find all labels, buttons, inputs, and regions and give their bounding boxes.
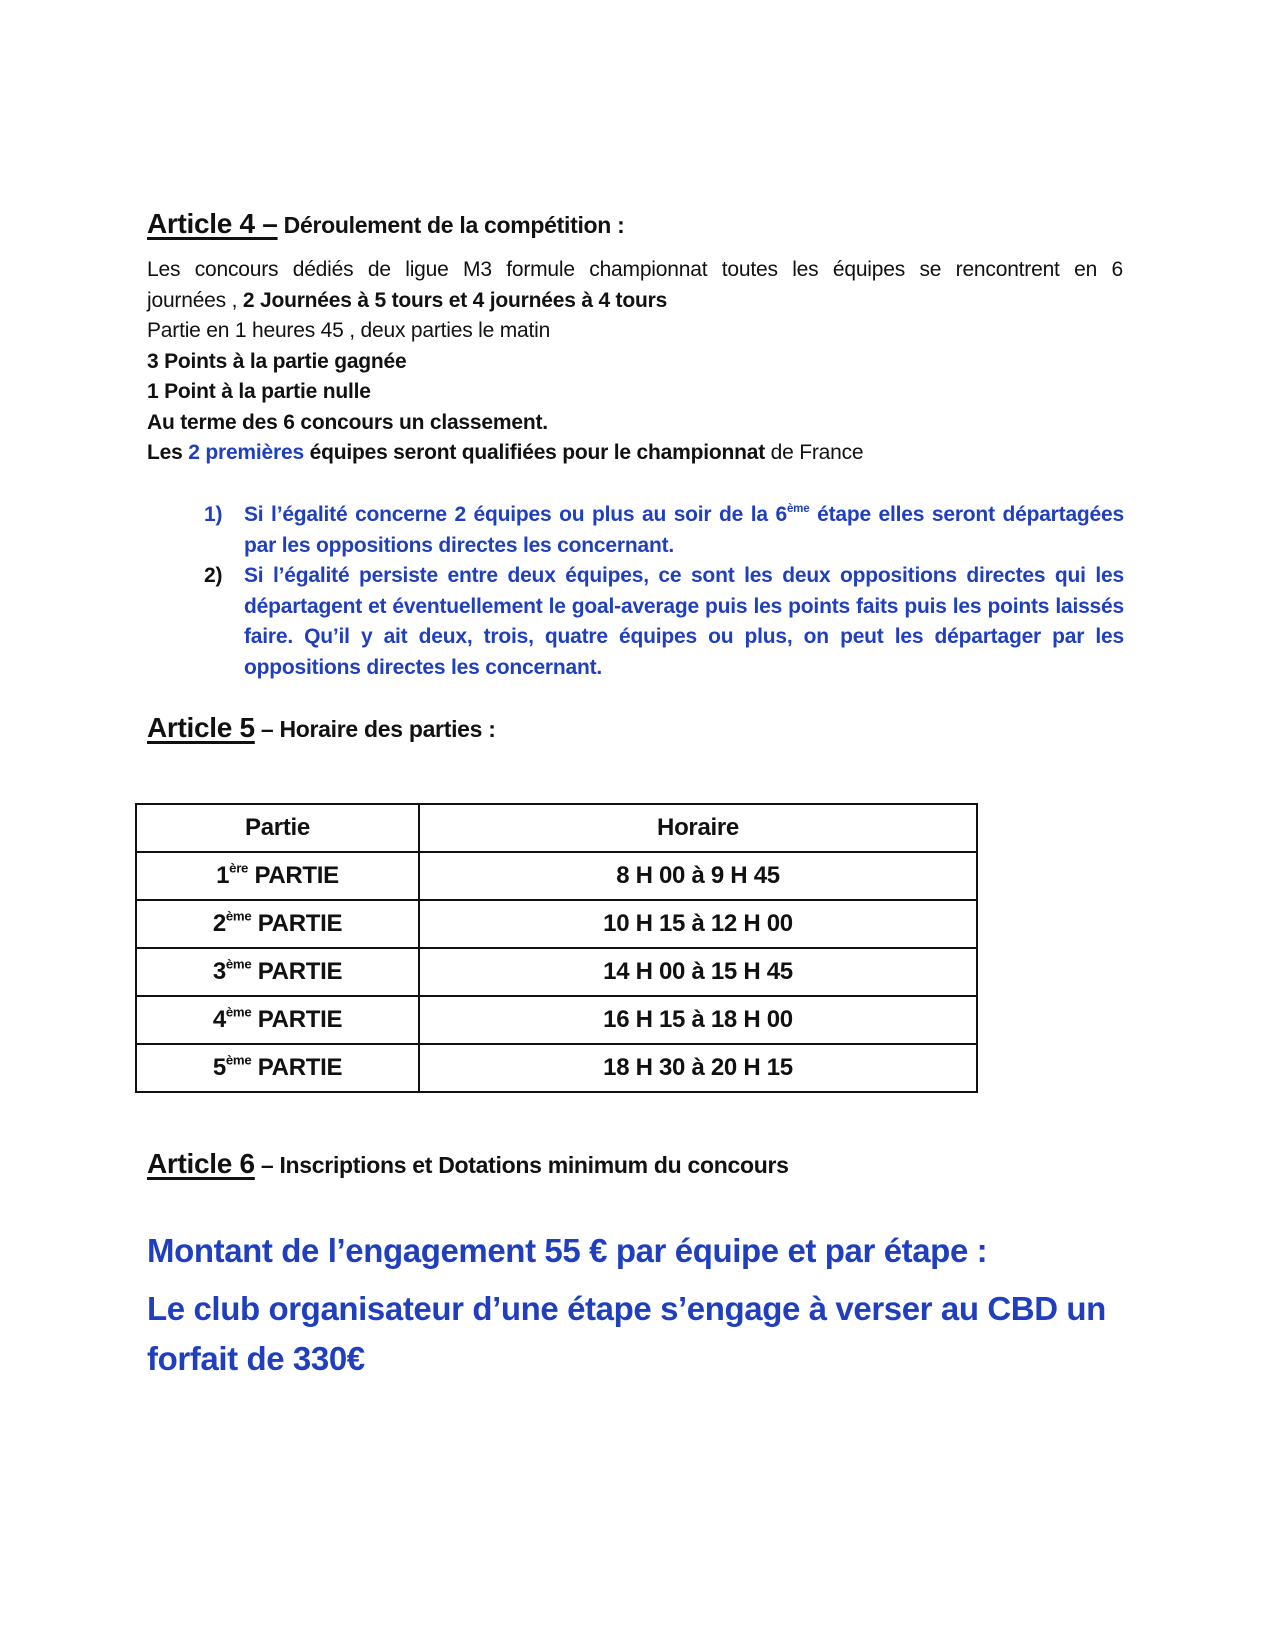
- intro-line-2-plain: journées ,: [147, 288, 243, 312]
- partie-num: 4: [212, 1006, 226, 1033]
- partie-num: 3: [212, 958, 226, 985]
- table-row: [136, 948, 977, 996]
- horaire-cell: 10 H 15 à 12 H 00: [419, 900, 977, 948]
- partie-label: PARTIE: [251, 958, 343, 985]
- classement-line: Au terme des 6 concours un classement.: [147, 410, 548, 434]
- qualif-highlight: 2 premières: [188, 441, 304, 464]
- intro-line-2-bold: 2 Journées à 5 tours et 4 journées à 4 tours: [242, 288, 668, 312]
- table-header-row: [136, 804, 977, 852]
- horaire-cell: 16 H 15 à 18 H 00: [419, 996, 977, 1044]
- list-marker-1: 1): [204, 503, 223, 526]
- partie-num: 2: [212, 910, 226, 937]
- article-6-heading: [147, 1148, 789, 1180]
- partie-cell: [136, 996, 419, 1044]
- points-draw-line: 1 Point à la partie nulle: [147, 380, 371, 403]
- rule-1-sup: ème: [786, 502, 810, 515]
- club-forfait-line-2: forfait de 330€: [147, 1340, 365, 1377]
- partie-cell: [136, 1044, 419, 1092]
- horaire-cell: 8 H 00 à 9 H 45: [419, 852, 977, 900]
- article-5-number: Article 5: [147, 712, 255, 743]
- partie-cell: [136, 900, 419, 948]
- article-4-body: [147, 255, 1123, 469]
- table-row: [136, 852, 977, 900]
- engagement-amount: Montant de l’engagement 55 € par équipe et par étape :: [147, 1232, 988, 1269]
- partie-sup: ème: [225, 908, 252, 924]
- partie-sup: ème: [225, 1052, 252, 1068]
- partie-cell: [136, 948, 419, 996]
- article-5-title: – Horaire des parties :: [254, 716, 496, 742]
- partie-label: PARTIE: [251, 1054, 343, 1081]
- tiebreak-rules-list: [204, 500, 1124, 683]
- tiebreak-rule-1-text: [244, 500, 1124, 561]
- partie-cell: [136, 852, 419, 900]
- qualification-line: [147, 438, 1123, 469]
- partie-duration-line: Partie en 1 heures 45 , deux parties le matin: [147, 319, 551, 342]
- partie-label: PARTIE: [251, 1006, 343, 1033]
- article-4-number: Article 4 –: [147, 208, 278, 239]
- rule-1-text-b: étape elles seront départagées par les oppositions directes les concernant.: [244, 503, 1124, 557]
- rule-1-text-a: Si l’égalité concerne 2 équipes ou plus au soir de la 6: [244, 503, 787, 526]
- tiebreak-rule-2-text: Si l’égalité persiste entre deux équipes, ce sont les deux oppositions directes qui les départagent et éventuellement le goal-average puis les points faits puis les points laissés faire. Qu’il y ait deux, trois, quatre équipes ou plus, on peut les départager par les oppositions directes les concernant.: [244, 564, 1124, 679]
- partie-label: PARTIE: [251, 910, 343, 937]
- partie-sup: ème: [225, 1004, 252, 1020]
- article-6-number: Article 6: [147, 1148, 255, 1179]
- table-row: [136, 996, 977, 1044]
- points-win-line: 3 Points à la partie gagnée: [147, 349, 407, 373]
- intro-line-1: Les concours dédiés de ligue M3 formule championnat toutes les équipes se rencontrent en 6: [147, 258, 1123, 281]
- article-6-title: – Inscriptions et Dotations minimum du concours: [254, 1152, 789, 1178]
- partie-label: PARTIE: [248, 862, 339, 889]
- article-4-heading: [147, 208, 625, 240]
- club-forfait-line-1: Le club organisateur d’une étape s’engage à verser au CBD un: [147, 1290, 1106, 1327]
- table-row: [136, 900, 977, 948]
- partie-sup: ère: [229, 860, 249, 876]
- header-horaire: Horaire: [419, 804, 977, 852]
- partie-num: 5: [212, 1054, 226, 1081]
- schedule-table: [135, 803, 978, 1093]
- article-5-heading: [147, 712, 496, 744]
- header-partie: Partie: [136, 804, 419, 852]
- partie-num: 1: [216, 862, 230, 889]
- intro-line-2: [147, 286, 1123, 317]
- partie-sup: ème: [225, 956, 252, 972]
- qualif-prefix: Les: [147, 441, 189, 464]
- horaire-cell: 14 H 00 à 15 H 45: [419, 948, 977, 996]
- tiebreak-rule-1: [204, 500, 1124, 561]
- qualif-middle: équipes seront qualifiées pour le championnat: [303, 441, 766, 464]
- list-marker-2: 2): [204, 564, 223, 587]
- table-row: [136, 1044, 977, 1092]
- tiebreak-rule-2: [204, 561, 1124, 683]
- horaire-cell: 18 H 30 à 20 H 15: [419, 1044, 977, 1092]
- qualif-suffix: de France: [765, 441, 864, 464]
- article-4-title: Déroulement de la compétition :: [277, 212, 625, 238]
